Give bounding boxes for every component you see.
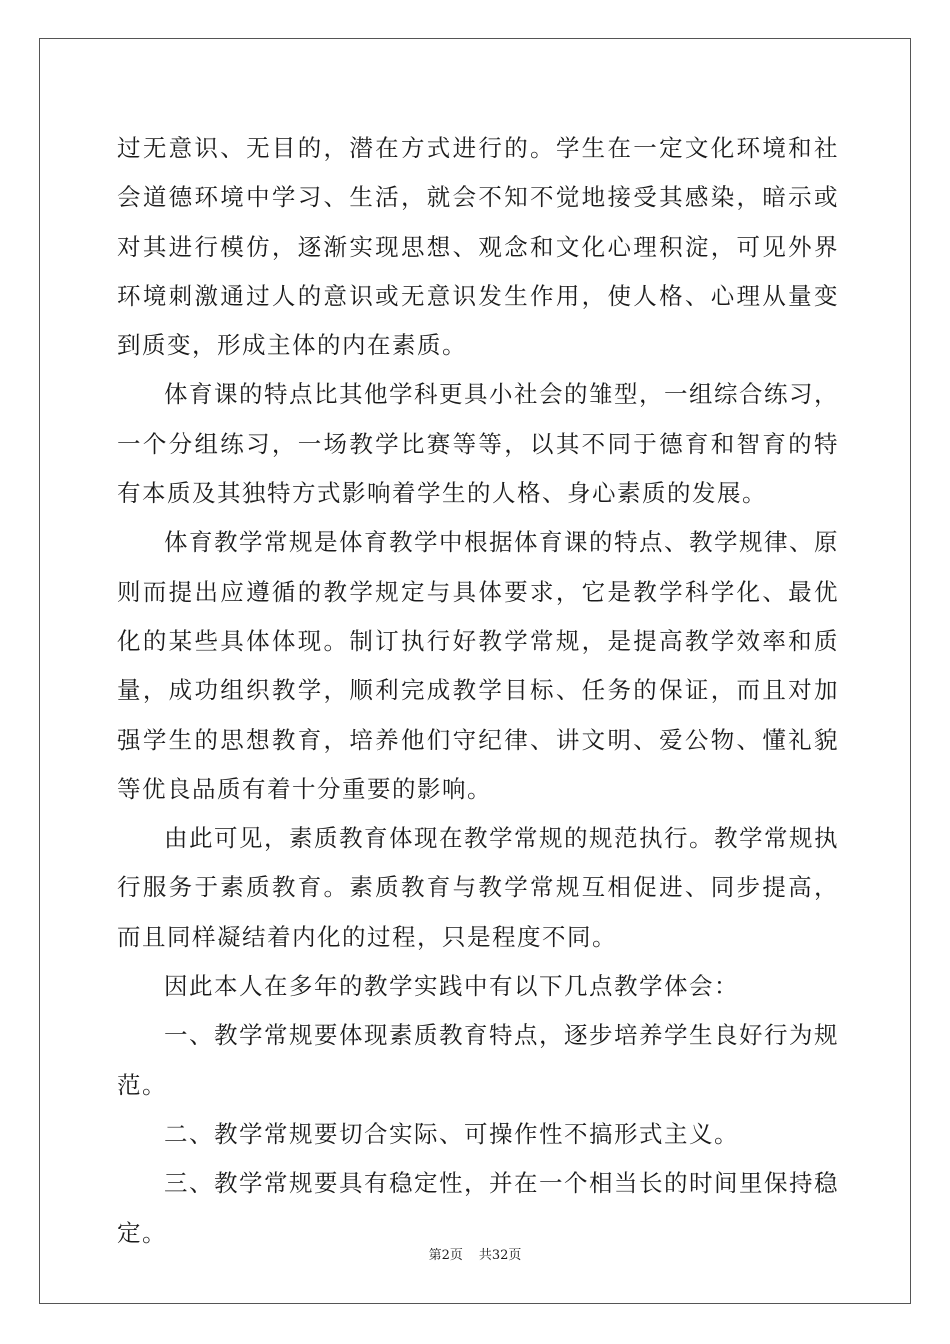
paragraph: 因此本人在多年的教学实践中有以下几点教学体会： [164, 972, 739, 1001]
paragraph: 体育课的特点比其他学科更具小社会的雏型，一组综合练习，一个分组练习，一场教学比赛等等，以其不同于德育和智育的特有本质及其独特方式影响着学生的人格、身心素质的发展。 [117, 380, 839, 508]
paragraph: 由此可见，素质教育体现在教学常规的规范执行。教学常规执行服务于素质教育。素质教育与教学常规互相促进、同步提高，而且同样凝结着内化的过程，只是程度不同。 [117, 824, 839, 951]
total-page-count: 共32页 [478, 1248, 522, 1263]
page-footer [0, 1246, 950, 1266]
paragraph: 二、教学常规要切合实际、可操作性不搞形式主义。 [164, 1119, 739, 1148]
paragraph: 过无意识、无目的，潜在方式进行的。学生在一定文化环境和社会道德环境中学习、生活，就会不知不觉地接受其感染，暗示或对其进行模仿，逐渐实现思想、观念和文化心理积淀，可见外界环境刺激通过人的意识或无意识发生作用，使人格、心理从量变到质变，形成主体的内在素质。 [117, 134, 839, 360]
paragraph: 体育教学常规是体育教学中根据体育课的特点、教学规律、原则而提出应遵循的教学规定与具体要求，它是教学科学化、最优化的某些具体体现。制订执行好教学常规，是提高教学效率和质量，成功组织教学，顺利完成教学目标、任务的保证，而且对加强学生的思想教育，培养他们守纪律、讲文明、爱公物、懂礼貌等优良品质有着十分重要的影响。 [117, 528, 839, 803]
paragraph: 一、教学常规要体现素质教育特点，逐步培养学生良好行为规范。 [117, 1021, 839, 1099]
current-page-number: 第2页 [428, 1248, 463, 1263]
paragraph: 三、教学常规要具有稳定性，并在一个相当长的时间里保持稳定。 [117, 1169, 839, 1247]
document-body [117, 124, 839, 1258]
